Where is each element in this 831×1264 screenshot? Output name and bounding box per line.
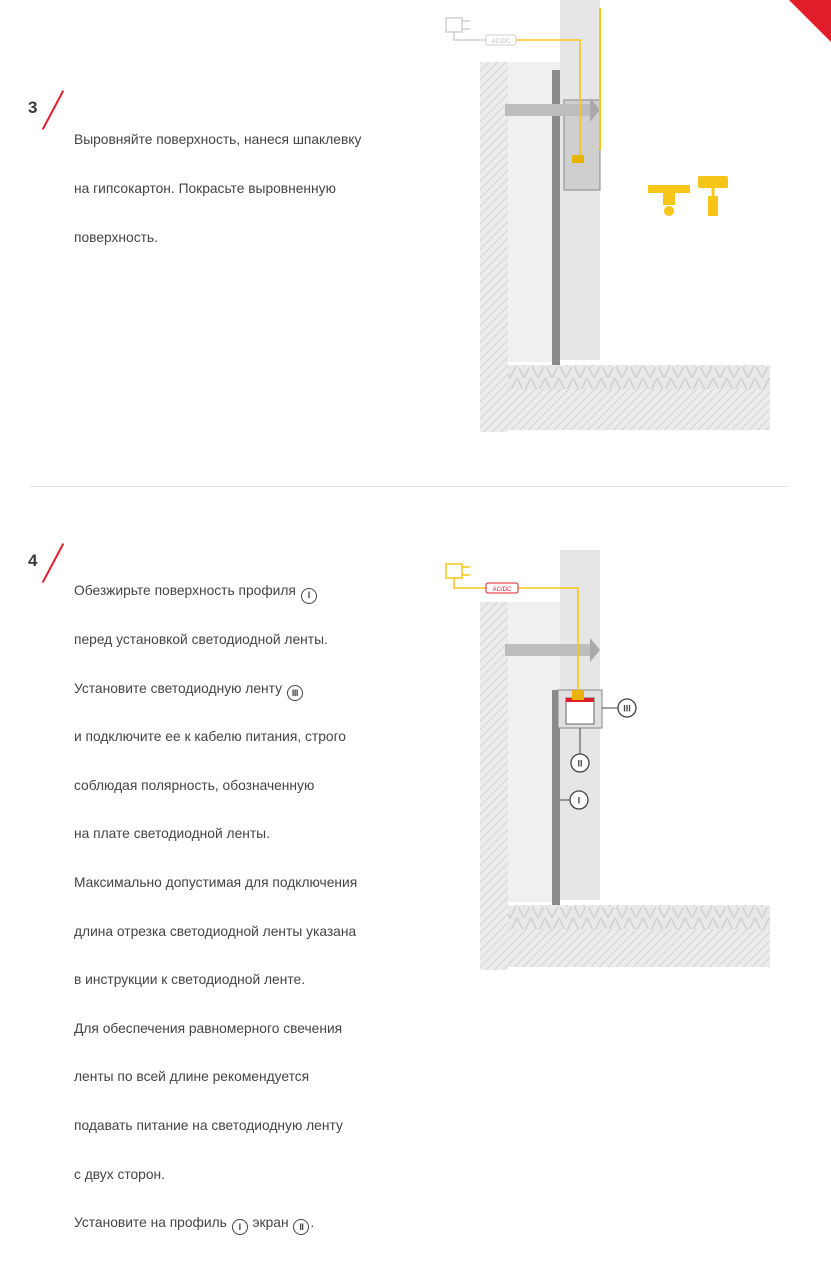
- text-line: на плате светодиодной ленты.: [74, 826, 270, 842]
- step-slash: [42, 90, 64, 130]
- text-line: [74, 583, 357, 599]
- text-line: и подключите ее к кабелю питания, строго: [74, 729, 346, 745]
- step-4-text: [74, 551, 357, 1264]
- step-number: 3: [28, 98, 38, 117]
- text-line: Для обеспечения равномерного свечения: [74, 1020, 343, 1036]
- text-line: в инструкции к светодиодной ленте.: [74, 972, 306, 988]
- marker-II: II: [293, 1219, 309, 1235]
- marker-I: I: [232, 1219, 248, 1235]
- text-line: Максимально допустимая для подключения: [74, 874, 358, 890]
- text-line: подавать питание на светодиодную ленту: [74, 1117, 343, 1133]
- text-line: с двух сторон.: [74, 1166, 165, 1182]
- step-3-text: [74, 100, 361, 278]
- text-line: соблюдая полярность, обозначенную: [74, 777, 315, 793]
- text-part: .: [310, 1215, 315, 1231]
- corner-accent: [789, 0, 831, 42]
- step-number: 4: [28, 551, 38, 570]
- text-line: [74, 1215, 357, 1231]
- plug-icon: [446, 564, 486, 588]
- callout-III: III: [623, 703, 631, 714]
- text-line: перед установкой светодиодной ленты.: [74, 632, 328, 647]
- step-3-illustration: [440, 0, 780, 435]
- text-part: Обезжирьте поверхность профиля: [74, 583, 296, 599]
- text-line: на гипсокартон. Покрасьте выровненную: [74, 181, 336, 196]
- text-part: Установите на профиль: [74, 1215, 227, 1231]
- power-label: AC/DC: [492, 587, 512, 593]
- marker-I: I: [301, 588, 317, 604]
- step-slash: [42, 543, 64, 583]
- text-line: поверхность.: [74, 229, 158, 245]
- callout-II: II: [577, 758, 583, 769]
- text-part: экран: [252, 1215, 289, 1231]
- paint-roller-icon: [698, 176, 728, 216]
- marker-III: III: [287, 685, 303, 701]
- text-line: Выровняйте поверхность, нанеся шпаклевку: [74, 132, 362, 148]
- text-line: ленты по всей длине рекомендуется: [74, 1069, 310, 1085]
- spatula-icon: [648, 185, 690, 216]
- power-label: AC/DC: [491, 39, 511, 45]
- plug-icon: [446, 18, 486, 40]
- text-part: Установите светодиодную ленту: [74, 680, 282, 696]
- section-divider: [30, 486, 788, 487]
- text-line: длина отрезка светодиодной ленты указана: [74, 923, 357, 939]
- step-4-illustration: [440, 540, 780, 975]
- text-line: [74, 681, 357, 697]
- callout-I: I: [577, 795, 581, 806]
